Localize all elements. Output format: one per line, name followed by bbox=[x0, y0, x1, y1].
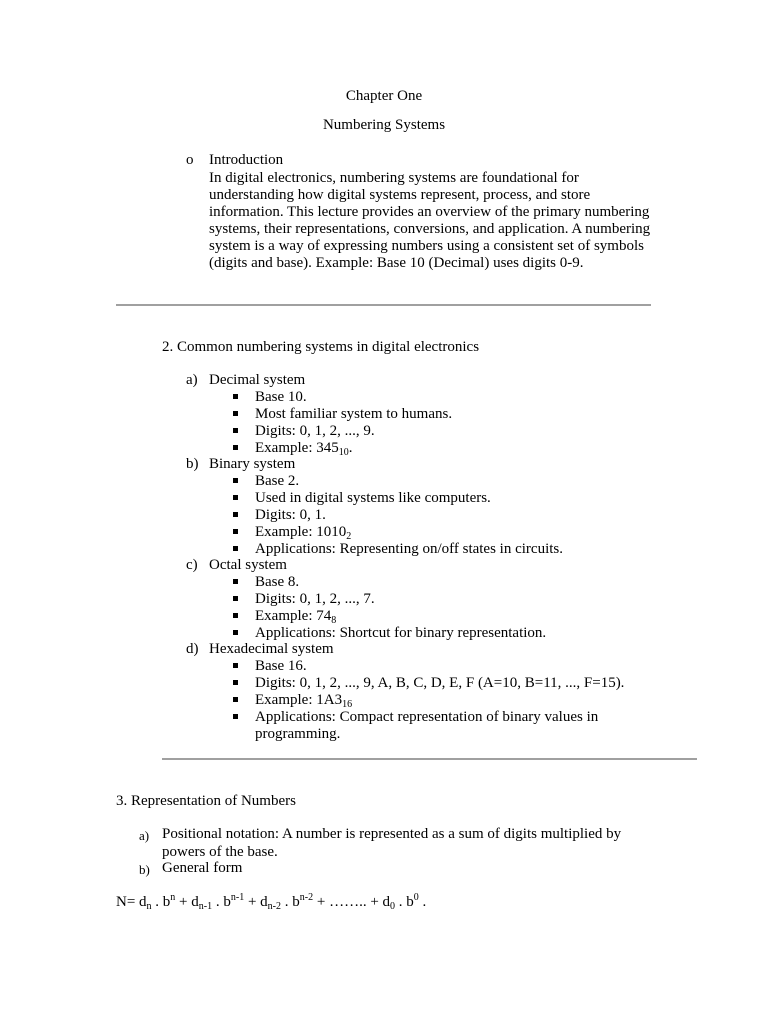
section-2-heading: 2. Common numbering systems in digital electronics bbox=[162, 339, 480, 355]
list-item: Applications: Shortcut for binary representation. bbox=[255, 625, 547, 641]
bullet-icon bbox=[233, 697, 238, 702]
list-marker: b) bbox=[186, 456, 199, 472]
list-item: Applications: Representing on/off states in circuits. bbox=[255, 541, 563, 557]
intro-heading: Introduction bbox=[209, 152, 284, 168]
list-item: Positional notation: A number is represented as a sum of digits multiplied by bbox=[162, 826, 622, 842]
list-item-example: Example: $74_8$ bbox=[255, 608, 337, 626]
bullet-icon bbox=[233, 411, 238, 416]
octal-system-title: Octal system bbox=[209, 557, 287, 573]
list-item-example: Example: $1A3_{16}$ bbox=[255, 692, 353, 710]
list-item: Used in digital systems like computers. bbox=[255, 490, 491, 506]
list-item-continuation: programming. bbox=[255, 726, 341, 742]
decimal-system-title: Decimal system bbox=[209, 372, 306, 388]
list-item: Digits: 0, 1, 2, ..., 9. bbox=[255, 423, 375, 439]
bullet-icon bbox=[233, 663, 238, 668]
bullet-icon bbox=[233, 546, 238, 551]
divider bbox=[116, 304, 651, 306]
list-item: Digits: 0, 1, 2, ..., 7. bbox=[255, 591, 375, 607]
bullet-icon bbox=[233, 478, 238, 483]
general-form-formula: $N= d_n$ . $b^n + d_{n-1}$ . $b^{n-1} + d_{n-2}$ . $b^{n-2}$ + …….. + $d_0$ . $b^0$ . bbox=[116, 892, 427, 912]
section-3-heading: 3. Representation of Numbers bbox=[116, 793, 296, 809]
bullet-icon bbox=[233, 495, 238, 500]
list-item: Digits: 0, 1, 2, ..., 9, A, B, C, D, E, F (A=10, B=11, ..., F=15). bbox=[255, 675, 625, 691]
list-item: Base 8. bbox=[255, 574, 300, 590]
list-item-continuation: powers of the base. bbox=[162, 844, 278, 860]
bullet-icon bbox=[233, 394, 238, 399]
bullet-icon bbox=[233, 579, 238, 584]
bullet-icon bbox=[233, 512, 238, 517]
list-item: Base 2. bbox=[255, 473, 300, 489]
bullet-icon bbox=[233, 680, 238, 685]
bullet-icon bbox=[233, 630, 238, 635]
list-item: Applications: Compact representation of binary values in bbox=[255, 709, 599, 725]
chapter-title: Chapter One bbox=[345, 88, 423, 104]
bullet-icon bbox=[233, 714, 238, 719]
bullet-icon bbox=[233, 428, 238, 433]
bullet-icon bbox=[233, 445, 238, 450]
list-marker: a) bbox=[139, 828, 150, 843]
list-marker: a) bbox=[186, 372, 198, 388]
list-marker: c) bbox=[186, 557, 198, 573]
bullet-icon bbox=[233, 613, 238, 618]
hexadecimal-system-title: Hexadecimal system bbox=[209, 641, 334, 657]
list-item: Most familiar system to humans. bbox=[255, 406, 453, 422]
list-marker: d) bbox=[186, 641, 199, 657]
list-marker: b) bbox=[139, 862, 150, 877]
binary-system-title: Binary system bbox=[209, 456, 296, 472]
list-item: General form bbox=[162, 860, 243, 876]
list-item: Digits: 0, 1. bbox=[255, 507, 326, 523]
intro-marker: o bbox=[186, 152, 194, 168]
list-item-example: Example: $1010_2$ bbox=[255, 524, 352, 542]
list-item-example: Example: $345_{10}$. bbox=[255, 440, 353, 458]
list-item: Base 16. bbox=[255, 658, 307, 674]
list-item: Base 10. bbox=[255, 389, 307, 405]
divider bbox=[162, 758, 697, 760]
intro-paragraph: In digital electronics, numbering systems are foundational for understanding how digital systems represent, process, and store information. This lecture provides an overview of the primary numbering systems, their representations, conversions, and application. A numbering system is a way of expressing numbers using a consistent set of symbols (digits and base). Example: Base 10 (Decimal) uses digits 0-9. bbox=[209, 170, 651, 271]
bullet-icon bbox=[233, 529, 238, 534]
bullet-icon bbox=[233, 596, 238, 601]
chapter-subtitle: Numbering Systems bbox=[322, 117, 446, 133]
